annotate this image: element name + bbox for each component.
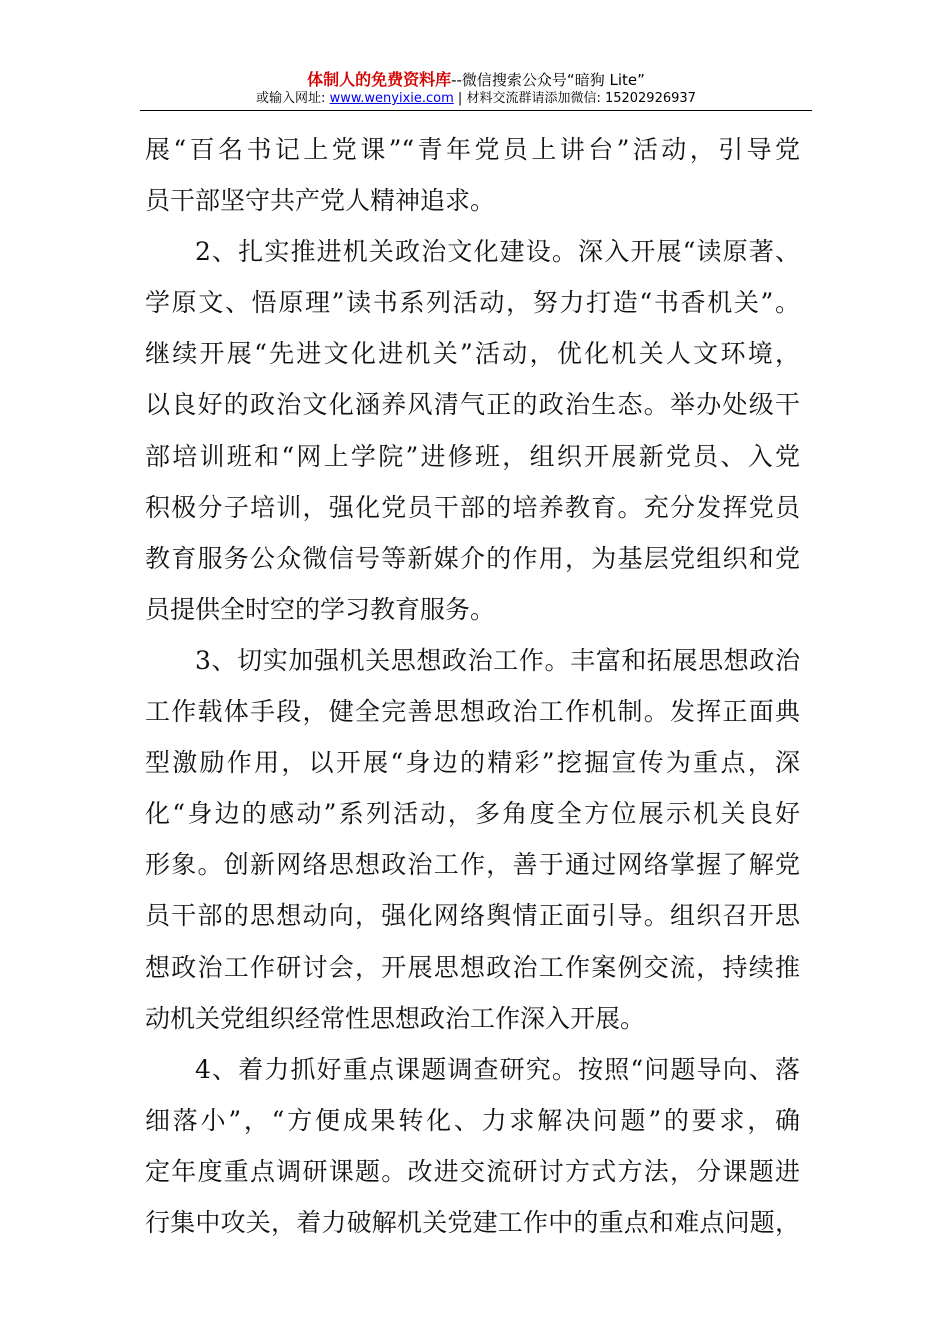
header-divider [140, 110, 812, 111]
text-line: 细落小”，“方便成果转化、力求解决问题”的要求，确 [145, 1105, 800, 1135]
text-line: 定年度重点调研课题。改进交流研讨方式方法，分课题进 [145, 1156, 800, 1186]
text-line: 以良好的政治文化涵养风清气正的政治生态。举办处级干 [145, 390, 800, 420]
header-url-label: 或输入网址: [256, 91, 326, 106]
header-line-2 [140, 90, 812, 108]
text-line: 部培训班和“网上学院”进修班，组织开展新党员、入党 [145, 441, 800, 471]
text-line: 学原文、悟原理”读书系列活动，努力打造“书香机关”。 [145, 288, 800, 318]
paragraph-heading-line: 3、切实加强机关思想政治工作。丰富和拓展思想政治 [195, 645, 800, 675]
text-line: 教育服务公众微信号等新媒介的作用，为基层党组织和党 [145, 543, 800, 573]
text-line: 动机关党组织经常性思想政治工作深入开展。 [145, 1003, 646, 1033]
document-body [145, 124, 800, 1248]
text-line: 员干部的思想动向，强化网络舆情正面引导。组织召开思 [145, 901, 800, 931]
header-url-link[interactable]: www.wenyixie.com [329, 91, 454, 106]
text-line: 化“身边的感动”系列活动，多角度全方位展示机关良好 [145, 799, 800, 829]
text-line: 员干部坚守共产党人精神追求。 [145, 186, 496, 216]
header-contact: | 材料交流群请添加微信: 15202926937 [453, 91, 696, 106]
text-line: 展“百名书记上党课”“青年党员上讲台”活动，引导党 [145, 135, 800, 164]
header-brand: 体制人的免费资料库 [307, 70, 452, 89]
text-line: 型激励作用，以开展“身边的精彩”挖掘宣传为重点，深 [145, 748, 800, 778]
text-line: 积极分子培训，强化党员干部的培养教育。充分发挥党员 [145, 492, 800, 522]
text-line: 形象。创新网络思想政治工作，善于通过网络掌握了解党 [145, 850, 800, 880]
paragraph-heading-line: 4、着力抓好重点课题调查研究。按照“问题导向、落 [195, 1054, 800, 1084]
paragraph-heading-line: 2、扎实推进机关政治文化建设。深入开展“读原著、 [195, 237, 800, 267]
header-tagline: --微信搜索公众号“暗狗 Lite” [451, 71, 645, 89]
text-line: 继续开展“先进文化进机关”活动，优化机关人文环境， [145, 339, 800, 369]
page-header [140, 70, 812, 108]
text-line: 想政治工作研讨会，开展思想政治工作案例交流，持续推 [145, 952, 800, 982]
header-line-1 [140, 70, 812, 90]
text-line: 工作载体手段，健全完善思想政治工作机制。发挥正面典 [145, 697, 800, 727]
text-line: 员提供全时空的学习教育服务。 [145, 594, 496, 624]
text-line: 行集中攻关，着力破解机关党建工作中的重点和难点问题， [145, 1207, 800, 1237]
